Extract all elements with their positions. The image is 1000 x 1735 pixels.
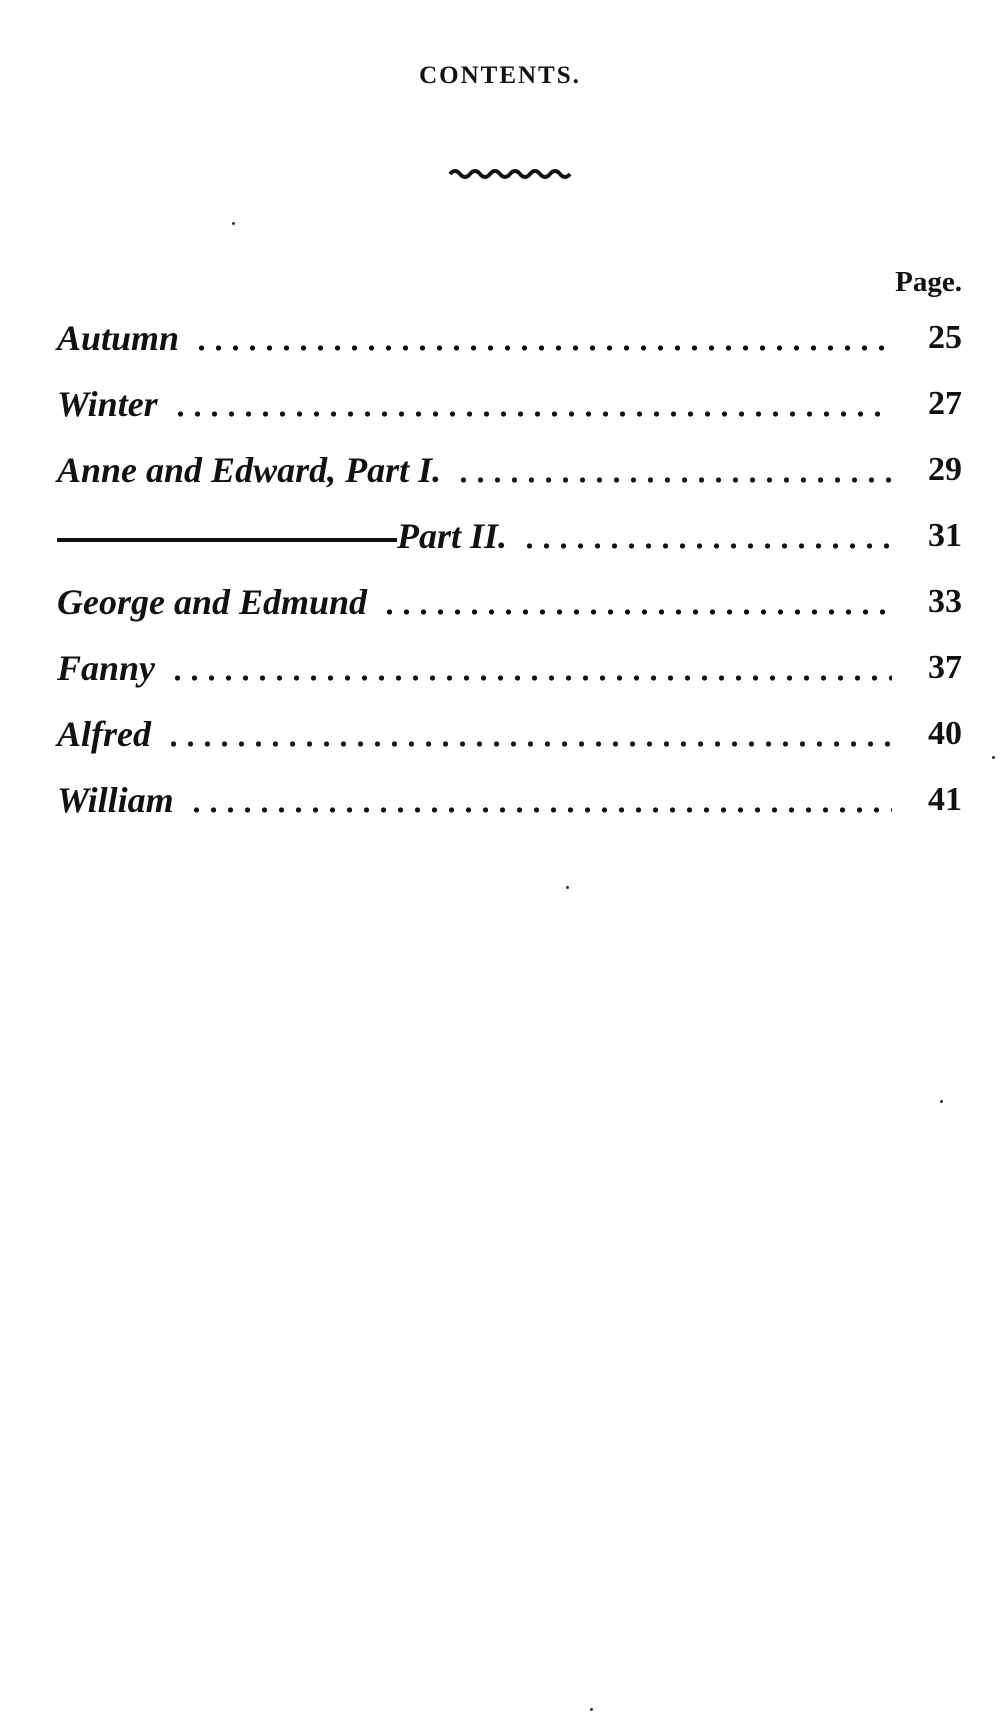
toc-entry: [57, 503, 962, 569]
toc-entry-title: William: [57, 780, 174, 820]
dot-leader: [521, 518, 892, 554]
toc-entry-page: 40: [928, 715, 962, 752]
toc-entry-page: 41: [928, 781, 962, 818]
toc-entry-title: Autumn: [57, 318, 180, 358]
toc-entry-page: 31: [928, 517, 962, 554]
paper-speck: [940, 1100, 943, 1103]
toc-entry-page: 27: [928, 385, 962, 422]
toc-entry-title: George and Edmund: [57, 582, 368, 622]
toc-entry-title-text: Part II.: [397, 516, 508, 556]
dot-leader: [455, 452, 892, 488]
toc-entry: [57, 305, 962, 371]
toc-entry-title-continued: [57, 515, 507, 557]
toc-entry-page: 33: [928, 583, 962, 620]
toc-entry-page: 37: [928, 649, 962, 686]
toc-entry-title: Anne and Edward, Part I.: [57, 450, 442, 490]
toc-entry: [57, 635, 962, 701]
dot-leader: [381, 584, 892, 620]
dot-leader: [172, 386, 892, 422]
toc-entry: [57, 767, 962, 833]
toc-entry-title: Winter: [57, 384, 158, 424]
paper-speck: [566, 886, 569, 889]
page-column-label: Page.: [895, 266, 962, 298]
dot-leader: [188, 782, 892, 818]
dot-leader: [169, 650, 892, 686]
paper-speck: [232, 222, 235, 225]
dot-leader: [165, 716, 892, 752]
toc-entry-page: 25: [928, 319, 962, 356]
dot-leader: [193, 320, 892, 356]
toc-entry: [57, 701, 962, 767]
toc-entry: [57, 371, 962, 437]
toc-entry-title: Fanny: [57, 648, 156, 688]
toc-entry-title: Alfred: [57, 714, 151, 754]
ditto-dash-line: [57, 538, 397, 542]
page-heading: CONTENTS.: [419, 62, 581, 89]
paper-speck: [992, 756, 995, 759]
toc-entry: [57, 437, 962, 503]
paper-speck: [590, 1708, 593, 1711]
table-of-contents: [57, 305, 962, 833]
toc-entry: [57, 569, 962, 635]
wavy-ornament-divider: [448, 164, 573, 182]
toc-entry-page: 29: [928, 451, 962, 488]
